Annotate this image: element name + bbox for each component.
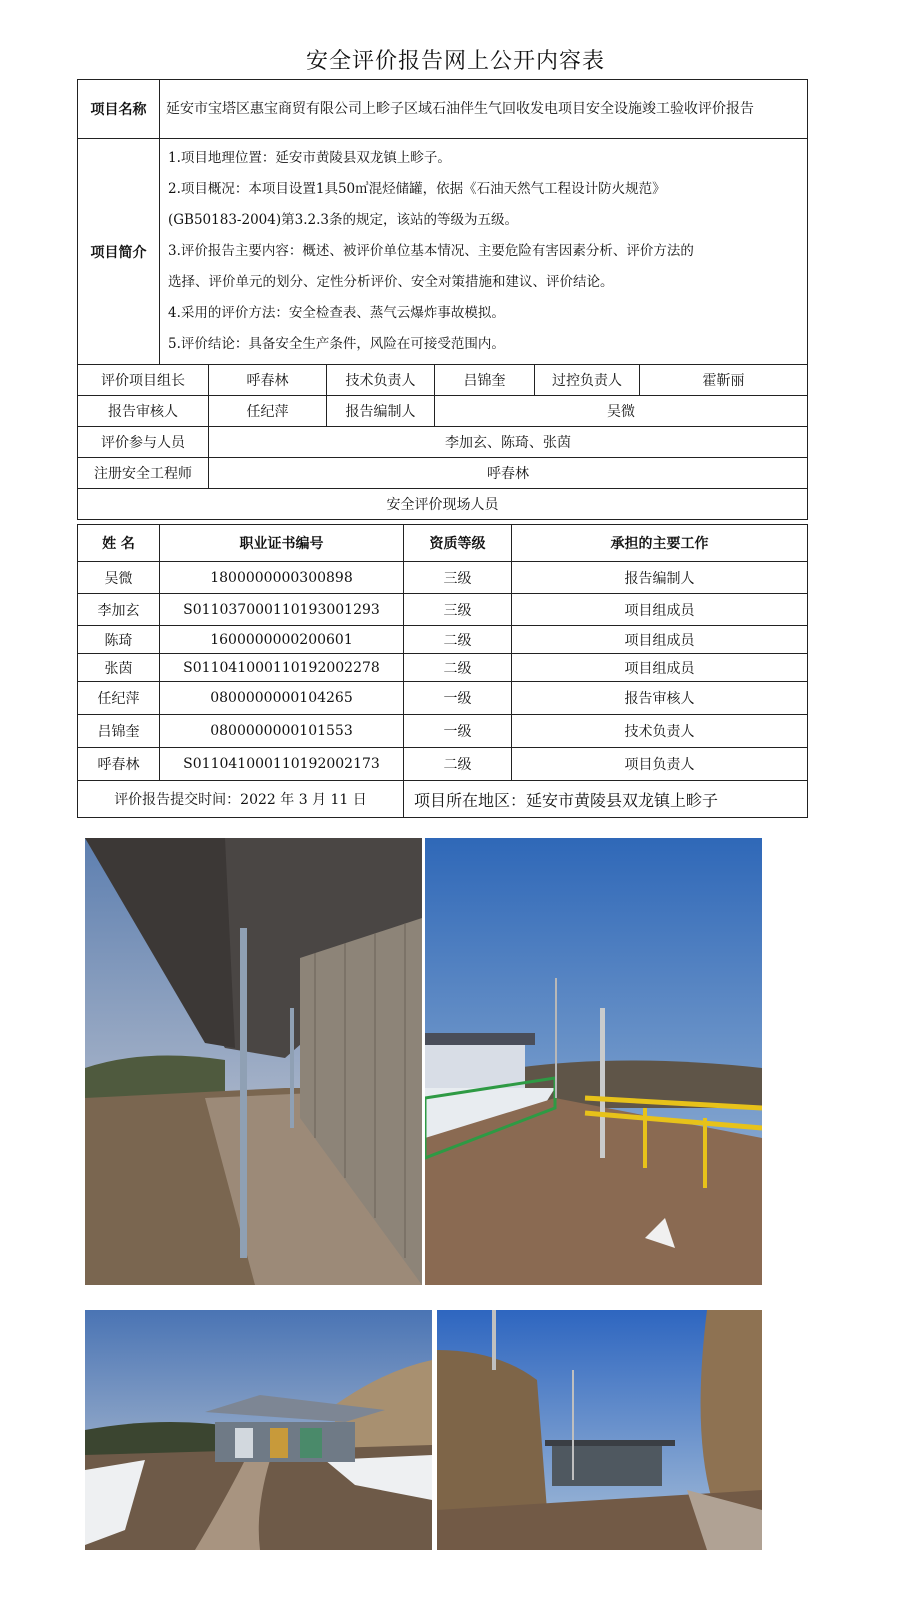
person-duty: 项目组成员 — [512, 626, 808, 654]
table-row — [78, 715, 808, 748]
person-cert: S011041000110192002173 — [160, 748, 404, 781]
table-row — [78, 562, 808, 594]
person-level: 二级 — [404, 654, 512, 682]
tech-value: 吕锦奎 — [435, 365, 535, 396]
staff-table — [77, 364, 808, 520]
person-name: 吕锦奎 — [78, 715, 160, 748]
engineer-value: 呼春林 — [209, 458, 808, 489]
leader-label: 评价项目组长 — [78, 365, 209, 396]
process-value: 霍靳丽 — [640, 365, 808, 396]
person-level: 二级 — [404, 748, 512, 781]
submit-time: 评价报告提交时间：2022 年 3 月 11 日 — [78, 781, 404, 818]
brief-line: 3.评价报告主要内容：概述、被评价单位基本情况、主要危险有害因素分析、评价方法的 — [168, 243, 694, 259]
onsite-label: 安全评价现场人员 — [78, 489, 808, 520]
project-name-value: 延安市宝塔区惠宝商贸有限公司上畛子区域石油伴生气回收发电项目安全设施竣工验收评价报告 — [160, 80, 808, 139]
person-duty: 项目负责人 — [512, 748, 808, 781]
project-name-label: 项目名称 — [78, 80, 160, 139]
project-brief-label: 项目简介 — [78, 139, 160, 365]
col-header-cert: 职业证书编号 — [160, 525, 404, 562]
reviewer-value: 任纪萍 — [209, 396, 327, 427]
brief-line: 4.采用的评价方法：安全检查表、蒸气云爆炸事故模拟。 — [168, 305, 505, 321]
brief-line: 1.项目地理位置：延安市黄陵县双龙镇上畛子。 — [168, 150, 451, 166]
table-row — [78, 626, 808, 654]
photo-station-shed — [85, 1310, 432, 1550]
person-duty: 报告编制人 — [512, 562, 808, 594]
page-title: 安全评价报告网上公开内容表 — [305, 49, 605, 74]
project-brief — [160, 139, 808, 365]
person-duty: 报告审核人 — [512, 682, 808, 715]
table-row — [78, 748, 808, 781]
person-level: 三级 — [404, 562, 512, 594]
col-header-name: 姓 名 — [78, 525, 160, 562]
photo-yard-fence — [425, 838, 762, 1285]
person-level: 三级 — [404, 594, 512, 626]
brief-line: (GB50183-2004)第3.2.3条的规定，该站的等级为五级。 — [168, 212, 518, 228]
tech-label: 技术负责人 — [327, 365, 435, 396]
participants-label: 评价参与人员 — [78, 427, 209, 458]
person-name: 吴微 — [78, 562, 160, 594]
table-row — [78, 654, 808, 682]
person-duty: 技术负责人 — [512, 715, 808, 748]
writer-label: 报告编制人 — [327, 396, 435, 427]
person-cert: 1800000000300898 — [160, 562, 404, 594]
person-duty: 项目组成员 — [512, 654, 808, 682]
reviewer-label: 报告审核人 — [78, 396, 209, 427]
person-name: 陈琦 — [78, 626, 160, 654]
brief-line: 2.项目概况：本项目设置1具50㎥混烃储罐，依据《石油天然气工程设计防火规范》 — [168, 181, 666, 197]
person-cert: 0800000000101553 — [160, 715, 404, 748]
person-name: 李加玄 — [78, 594, 160, 626]
person-name: 呼春林 — [78, 748, 160, 781]
table-row — [78, 594, 808, 626]
leader-value: 呼春林 — [209, 365, 327, 396]
person-cert: S011041000110192002278 — [160, 654, 404, 682]
person-cert: 0800000000104265 — [160, 682, 404, 715]
photo-shed-walkway — [85, 838, 422, 1285]
engineer-label: 注册安全工程师 — [78, 458, 209, 489]
project-location: 项目所在地区：延安市黄陵县双龙镇上畛子 — [404, 781, 808, 818]
person-level: 一级 — [404, 715, 512, 748]
col-header-duty: 承担的主要工作 — [512, 525, 808, 562]
person-level: 一级 — [404, 682, 512, 715]
table-row — [78, 682, 808, 715]
brief-line: 选择、评价单元的划分、定性分析评价、安全对策措施和建议、评价结论。 — [168, 274, 614, 290]
col-header-level: 资质等级 — [404, 525, 512, 562]
photo-entrance-gap — [437, 1310, 762, 1550]
person-name: 任纪萍 — [78, 682, 160, 715]
project-info-table — [77, 79, 808, 365]
process-label: 过控负责人 — [535, 365, 640, 396]
person-duty: 项目组成员 — [512, 594, 808, 626]
person-cert: S011037000110193001293 — [160, 594, 404, 626]
person-name: 张茵 — [78, 654, 160, 682]
person-cert: 1600000000200601 — [160, 626, 404, 654]
brief-line: 5.评价结论：具备安全生产条件，风险在可接受范围内。 — [168, 336, 505, 352]
writer-value: 吴微 — [435, 396, 808, 427]
personnel-table — [77, 524, 808, 818]
participants-value: 李加玄、陈琦、张茵 — [209, 427, 808, 458]
person-level: 二级 — [404, 626, 512, 654]
